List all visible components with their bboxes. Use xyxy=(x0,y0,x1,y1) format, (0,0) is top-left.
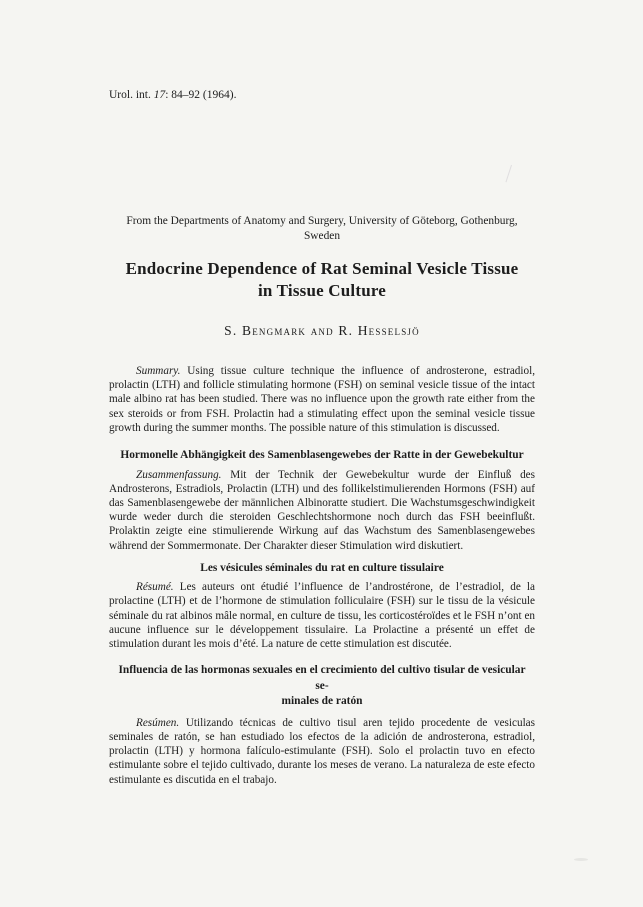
abstract-english xyxy=(109,364,535,435)
journal-name: Urol. int. xyxy=(109,89,154,101)
scan-artifact xyxy=(505,165,520,185)
abstract-german xyxy=(109,468,535,553)
scan-artifact xyxy=(574,858,588,861)
article-title xyxy=(109,258,535,302)
abstract-german-lead: Zusammenfassung. xyxy=(136,468,222,481)
abstract-spanish-body: Utilizando técnicas de cultivo tisul aren tejido procedente de vesiculas seminales de ratón, se han estudiado los efectos de la adición de androsterona, estradiol, prolactin (LTH) y hormona falículo-estimulante (FSH). Solo el prolactin tuvo en efecto estimulante sobre el tejido cultivado, durante los meses de verano. La naturaleza de este efecto estimulante es discutida en el trabajo. xyxy=(109,716,536,786)
abstract-french-body: Les auteurs ont étudié l’influence de l’androstérone, de l’estradiol, de la prolactine (LTH) et de l’hormone de stimulation folliculaire (FSH) sur le tissu de la vésicule séminale du rat albinos mâle normal, en culture de tissu, les corticostéroïdes et le FSH n’ont en aucune influence sur le développement tissulaire. La Prolactine a présenté un effet de stimulation durant les mois d’été. La nature de cette stimulation est discutée. xyxy=(109,581,535,651)
abstract-english-lead: Summary. xyxy=(136,365,181,377)
heading-spanish-line-1: Influencia de las hormonas sexuales en el crecimiento del cultivo tisular de vesicular se- xyxy=(118,664,526,692)
heading-spanish xyxy=(113,663,531,710)
journal-volume: 17 xyxy=(153,89,166,101)
heading-spanish-line-2: minales de ratón xyxy=(281,695,363,708)
abstract-french-lead: Résumé. xyxy=(136,581,174,594)
affiliation: From the Departments of Anatomy and Surgery, University of Göteborg, Gothenburg, Sweden xyxy=(126,215,518,242)
abstract-english-body: Using tissue culture technique the influence of androsterone, estradiol, prolactin (LTH) and follicle stimulating hormone (FSH) on seminal vesicle tissue of the intact male albino rat has been studied. There was no influence upon the growth rate either from the sex steroids or from FSH. Prolactin had a stimulating effect upon the seminal vesicle tissue growth during the summer months. The possible nature of this stimulation is discussed. xyxy=(109,365,536,434)
title-line-1: Endocrine Dependence of Rat Seminal Vesicle Tissue xyxy=(125,259,519,278)
title-line-2: in Tissue Culture xyxy=(257,281,387,300)
authors-line: S. Bengmark and R. Hesselsjö xyxy=(224,323,420,338)
journal-reference xyxy=(109,88,535,102)
abstract-spanish-lead: Resúmen. xyxy=(136,716,180,729)
heading-german: Hormonelle Abhängigkeit des Samenblasengewebes der Ratte in der Gewebekultur xyxy=(120,449,524,462)
journal-pages-year: : 84–92 (1964). xyxy=(165,89,237,101)
abstract-french xyxy=(109,580,535,651)
abstract-spanish xyxy=(109,716,535,787)
abstract-german-body: Mit der Technik der Gewebekultur wurde der Einfluß des Androsterons, Estradiols, Prolactin (LTH) und des follikelstimulierenden Hormons (FSH) auf das Samenblasengewebe der männlichen Albinoratte studiert. Die Wachstumsgeschwindigkeit wurde weder durch die steroiden Geschlechtshormone noch durch das FSH beeinflußt. Prolaktin zeigte eine stimulierende Wirkung auf das Wachstum des Samenblasengewebes während der Sommermonate. Der Charakter dieser Stimulation wird diskutiert. xyxy=(109,468,535,552)
heading-french: Les vésicules séminales du rat en culture tissulaire xyxy=(200,561,444,574)
